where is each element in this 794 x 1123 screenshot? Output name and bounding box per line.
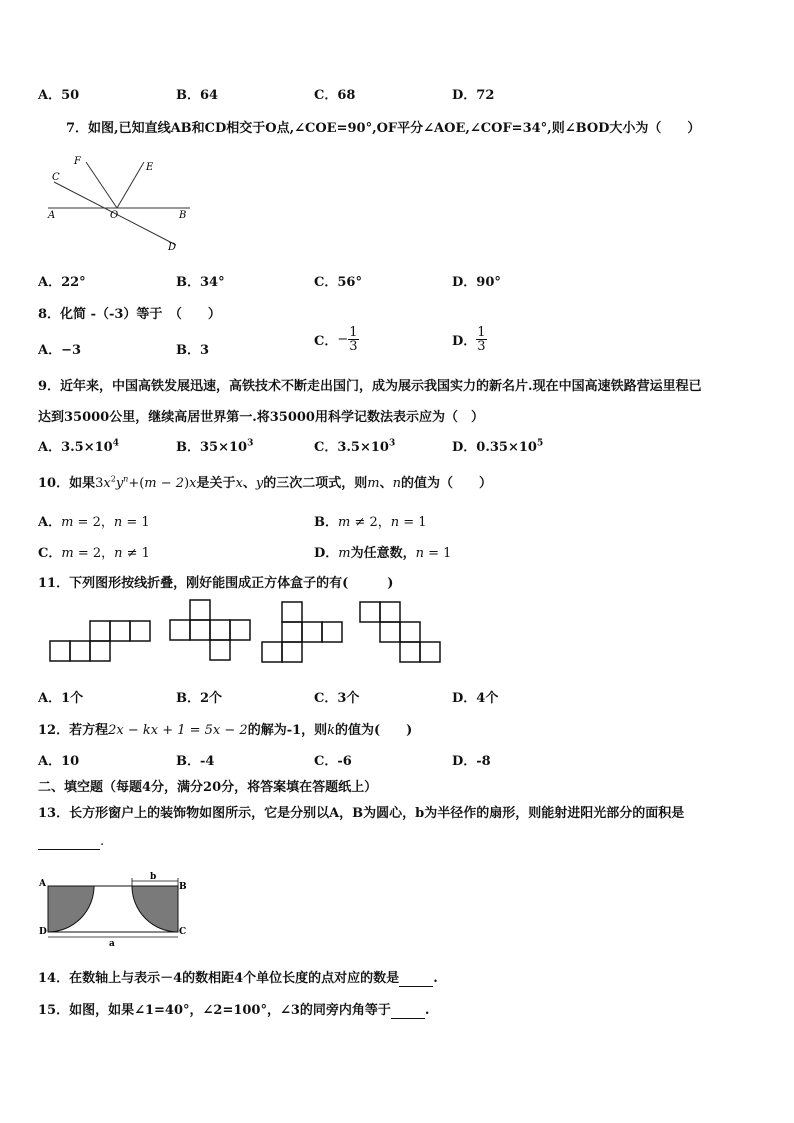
- q6-option-a[interactable]: A．50: [38, 88, 80, 103]
- q12-option-b[interactable]: B．-4: [176, 754, 215, 769]
- q6-option-c[interactable]: C．68: [314, 88, 356, 103]
- q10-option-c[interactable]: C．m = 2，n ≠ 1: [38, 546, 150, 561]
- q10-option-d[interactable]: D．m为任意数，n = 1: [314, 546, 452, 561]
- q10-option-b[interactable]: B．m ≠ 2，n = 1: [314, 515, 427, 530]
- q7-option-b[interactable]: B．34°: [176, 275, 225, 290]
- q11-stem: 11．下列图形按线折叠，刚好能围成正方体盒子的有( ): [38, 576, 394, 591]
- q9-line-2: 达到35000公里，继续高居世界第一.将35000用科学记数法表示应为（ ）: [38, 410, 484, 425]
- label-e: E: [146, 162, 154, 173]
- ray-oe: [117, 162, 144, 208]
- q10-stem: 10．如果$3x^2y^n+(m - 2)x$是关于x、y的三次二项式，则m、n的值为（ ）: [38, 474, 492, 491]
- q12-option-c[interactable]: C．-6: [314, 754, 352, 769]
- q7-figure: [40, 150, 200, 255]
- label-d: D: [168, 242, 177, 253]
- q8-option-a[interactable]: A．−3: [38, 343, 82, 358]
- q9-line-1: 9．近年来，中国高铁发展迅速，高铁技术不断走出国门，成为展示我国实力的新名片.现在中国高速铁路营运里程已: [38, 379, 702, 394]
- q11-option-a[interactable]: A．1个: [38, 691, 84, 706]
- q7-option-a[interactable]: A．22°: [38, 275, 86, 290]
- label-o: O: [110, 210, 119, 221]
- q11-cube-nets: [40, 596, 450, 666]
- label-a: A: [39, 879, 46, 889]
- q9-option-c[interactable]: C．$3.5\times 10^3$: [314, 438, 396, 455]
- q15-stem: 15．如图，如果∠1=40°，∠2=100°，∠3的同旁内角等于 .: [38, 1003, 430, 1018]
- sector-b: [132, 886, 178, 932]
- cube-net-2: [170, 600, 250, 660]
- q14-answer-blank[interactable]: [399, 971, 433, 987]
- q13-stem: 13．长方形窗户上的装饰物如图所示，它是分别以A，B为圆心，b为半径作的扇形，则能射进阳光部分的面积是: [38, 806, 685, 821]
- q8-option-b[interactable]: B．3: [176, 343, 210, 358]
- label-a: A: [48, 210, 56, 221]
- cube-net-3: [262, 602, 342, 662]
- label-dim-b: b: [150, 872, 157, 882]
- q12-option-d[interactable]: D．-8: [452, 754, 491, 769]
- label-dim-a: a: [109, 939, 115, 949]
- q8-stem: 8．化简 -（-3）等于 （ ）: [38, 307, 221, 322]
- label-c: C: [179, 927, 187, 937]
- q6-option-d[interactable]: D．72: [452, 88, 495, 103]
- label-f: F: [74, 156, 81, 167]
- fraction-one-third: $\frac{1}{3}$: [477, 325, 486, 354]
- sector-a: [48, 886, 94, 932]
- q11-option-d[interactable]: D．4个: [452, 691, 499, 706]
- q12-option-a[interactable]: A．10: [38, 754, 80, 769]
- q15-answer-blank[interactable]: [391, 1003, 425, 1019]
- q7-option-c[interactable]: C．56°: [314, 275, 362, 290]
- q8-option-d[interactable]: D． $\frac{1}{3}$: [452, 325, 486, 354]
- label-b: B: [179, 882, 187, 892]
- label-b: B: [179, 210, 187, 221]
- q7-option-d[interactable]: D．90°: [452, 275, 501, 290]
- q7-stem: 7．如图,已知直线AB和CD相交于O点,∠COE=90°,OF平分∠AOE,∠COF=34°,则∠BOD大小为（ ）: [66, 121, 701, 136]
- q10-option-a[interactable]: A．m = 2，n = 1: [38, 515, 150, 530]
- q8-option-c[interactable]: C．− $\frac{1}{3}$: [314, 325, 358, 354]
- q12-stem: 12．若方程2x − kx + 1 = 5x − 2的解为-1，则k的值为( ): [38, 723, 413, 738]
- label-d: D: [39, 927, 47, 937]
- q13-answer-line[interactable]: .: [38, 834, 104, 850]
- q11-option-c[interactable]: C．3个: [314, 691, 360, 706]
- section-title-fill-blank: 二、填空题（每题4分，满分20分，将答案填在答题纸上）: [38, 780, 378, 795]
- q9-option-d[interactable]: D．$0.35\times 10^5$: [452, 438, 544, 455]
- label-c: C: [52, 172, 60, 183]
- q14-stem: 14．在数轴上与表示－4的数相距4个单位长度的点对应的数是 .: [38, 971, 438, 986]
- q11-option-b[interactable]: B．2个: [176, 691, 223, 706]
- q13-window-figure: [36, 870, 196, 950]
- q6-option-b[interactable]: B．64: [176, 88, 219, 103]
- cube-net-1: [50, 621, 150, 661]
- q12-equation: 2x − kx + 1 = 5x − 2: [108, 723, 248, 738]
- q9-option-b[interactable]: B．$35\times 10^3$: [176, 438, 254, 455]
- q10-expression: $3x^2y^n+(m - 2)x$: [95, 474, 197, 491]
- q9-option-a[interactable]: A．$3.5\times 10^4$: [38, 438, 119, 455]
- cube-net-4: [360, 602, 440, 662]
- fraction-neg-one-third: $\frac{1}{3}$: [349, 325, 358, 354]
